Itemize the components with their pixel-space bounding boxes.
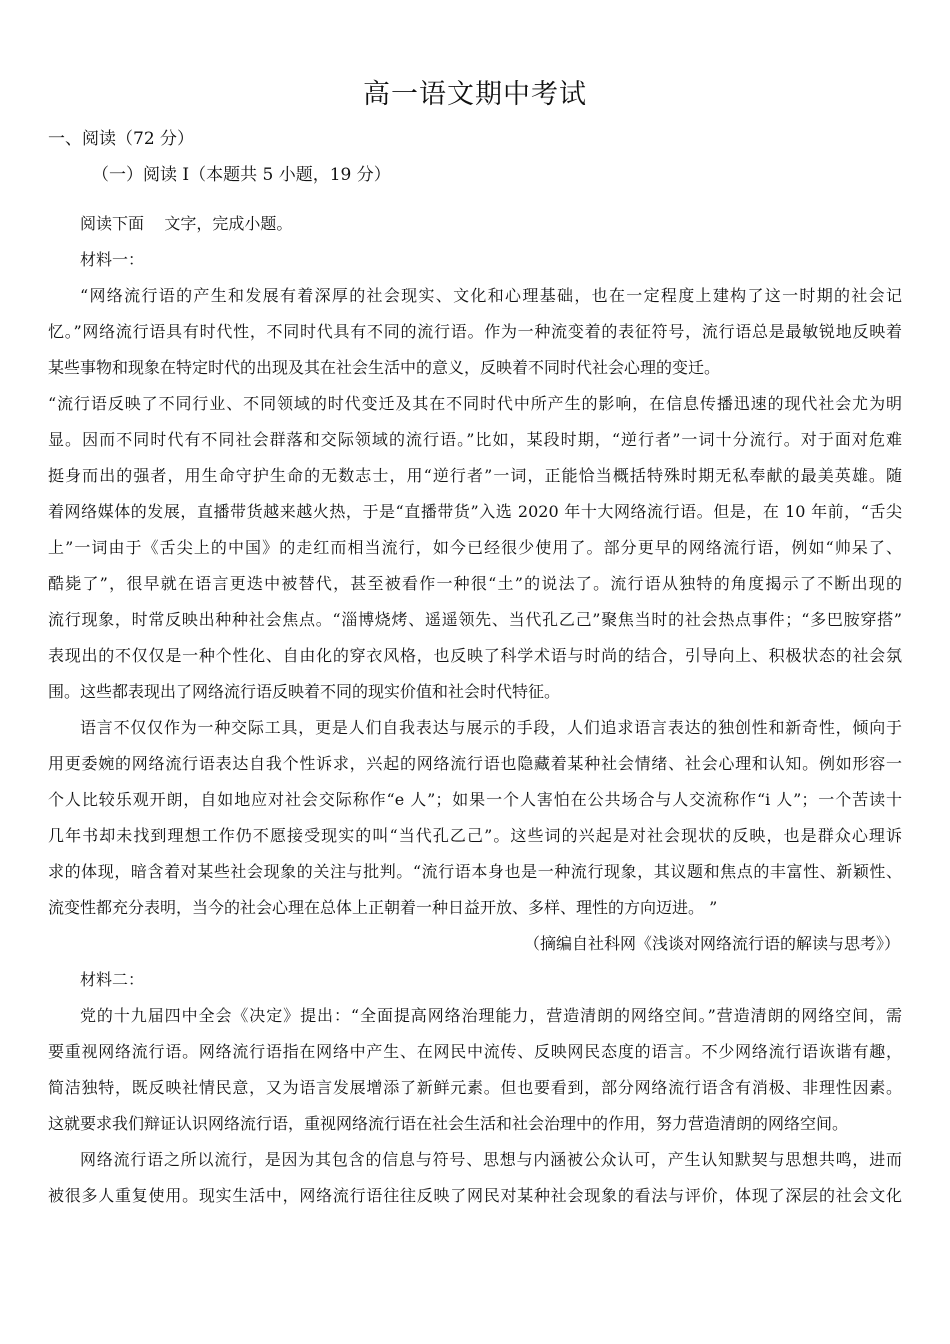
material-one-label: 材料一： — [80, 250, 145, 269]
text-line: 酷毙了”，很早就在语言更迭中被替代，甚至被看作一种很“土”的说法了。流行语从独特的角度揭示了不断出现的 — [48, 574, 902, 593]
text-line: 挺身而出的强者，用生命守护生命的无数志士，用“逆行者”一词，正能恰当概括特殊时期无私奉献的最美英雄。随 — [48, 466, 902, 485]
text-line: 表现出的不仅仅是一种个性化、自由化的穿衣风格，也反映了科学术语与时尚的结合，引导向上、积极状态的社会氛 — [48, 646, 902, 665]
text-line: 网络流行语之所以流行，是因为其包含的信息与符号、思想与内涵被公众认可，产生认知默契与思想共鸣，进而 — [80, 1150, 902, 1169]
page-title: 高一语文期中考试 — [363, 79, 587, 110]
text-line: 上”一词由于《舌尖上的中国》的走红而相当流行，如今已经很少使用了。部分更早的网络流行语，例如“帅呆了、 — [48, 538, 902, 557]
text-line: 简洁独特，既反映社情民意，又为语言发展增添了新鲜元素。但也要看到，部分网络流行语含有消极、非理性因素。 — [48, 1078, 902, 1097]
text-line: “网络流行语的产生和发展有着深厚的社会现实、文化和心理基础，也在一定程度上建构了这一时期的社会记 — [80, 286, 902, 305]
text-line: 围。这些都表现出了网络流行语反映着不同的现实价值和社会时代特征。 — [48, 682, 561, 701]
text-line: 个人比较乐观开朗，自如地应对社会交际称作“e 人”；如果一个人害怕在公共场合与人交流称作“i 人”；一个苦读十 — [48, 790, 902, 809]
text-line: 要重视网络流行语。网络流行语指在网络中产生、在网民中流传、反映网民态度的语言。不少网络流行语诙谐有趣， — [48, 1042, 902, 1061]
text-line: 显。因而不同时代有不同社会群落和交际领域的流行语。”比如，某段时期，“逆行者”一词十分流行。对于面对危难 — [48, 430, 902, 449]
text-line: 求的体现，暗含着对某些社会现象的关注与批判。“流行语本身也是一种流行现象，其议题和焦点的丰富性、新颖性、 — [48, 862, 902, 881]
text-line: 用更委婉的网络流行语表达自我个性诉求，兴起的网络流行语也隐藏着某种社会情绪、社会心理和认知。例如形容一 — [48, 754, 902, 773]
instruction-text: 阅读下面 文字，完成小题。 — [80, 214, 293, 233]
text-line: 党的十九届四中全会《决定》提出：“全面提高网络治理能力，营造清朗的网络空间。”营造清朗的网络空间，需 — [80, 1006, 902, 1025]
section-heading: 一、阅读（72 分） — [48, 129, 195, 149]
text-line: 流行现象，时常反映出种种社会焦点。“淄博烧烤、遥遥领先、当代孔乙己”聚焦当时的社会热点事件；“多巴胺穿搭” — [48, 610, 902, 629]
text-line: 忆。”网络流行语具有时代性，不同时代具有不同的流行语。作为一种流变着的表征符号，流行语总是最敏锐地反映着 — [48, 322, 902, 341]
material-one-source: （摘编自社科网《浅谈对网络流行语的解读与思考》） — [523, 934, 900, 953]
text-line: 语言不仅仅作为一种交际工具，更是人们自我表达与展示的手段，人们追求语言表达的独创性和新奇性，倾向于 — [80, 718, 902, 737]
text-line: 几年书却未找到理想工作仍不愿接受现实的叫“当代孔乙己”。这些词的兴起是对社会现状的反映，也是群众心理诉 — [48, 826, 902, 845]
text-line: 流变性都充分表明，当今的社会心理在总体上正朝着一种日益开放、多样、理性的方向迈进。 ” — [48, 898, 718, 917]
text-line: 某些事物和现象在特定时代的出现及其在社会生活中的意义，反映着不同时代社会心理的变迁。 — [48, 358, 721, 377]
text-line: “流行语反映了不同行业、不同领域的时代变迁及其在不同时代中所产生的影响，在信息传播迅速的现代社会尤为明 — [48, 394, 902, 413]
material-one-body — [48, 278, 902, 926]
subsection-heading: （一）阅读 I（本题共 5 小题，19 分） — [92, 165, 391, 185]
text-line: 这就要求我们辩证认识网络流行语，重视网络流行语在社会生活和社会治理中的作用，努力营造清朗的网络空间。 — [48, 1114, 849, 1133]
text-line: 着网络媒体的发展，直播带货越来越火热，于是“直播带货”入选 2020 年十大网络流行语。但是，在 10 年前，“舌尖 — [48, 502, 902, 521]
material-two-body — [48, 998, 902, 1214]
text-line: 被很多人重复使用。现实生活中，网络流行语往往反映了网民对某种社会现象的看法与评价，体现了深层的社会文化 — [48, 1186, 902, 1205]
material-two-label: 材料二： — [80, 970, 145, 989]
